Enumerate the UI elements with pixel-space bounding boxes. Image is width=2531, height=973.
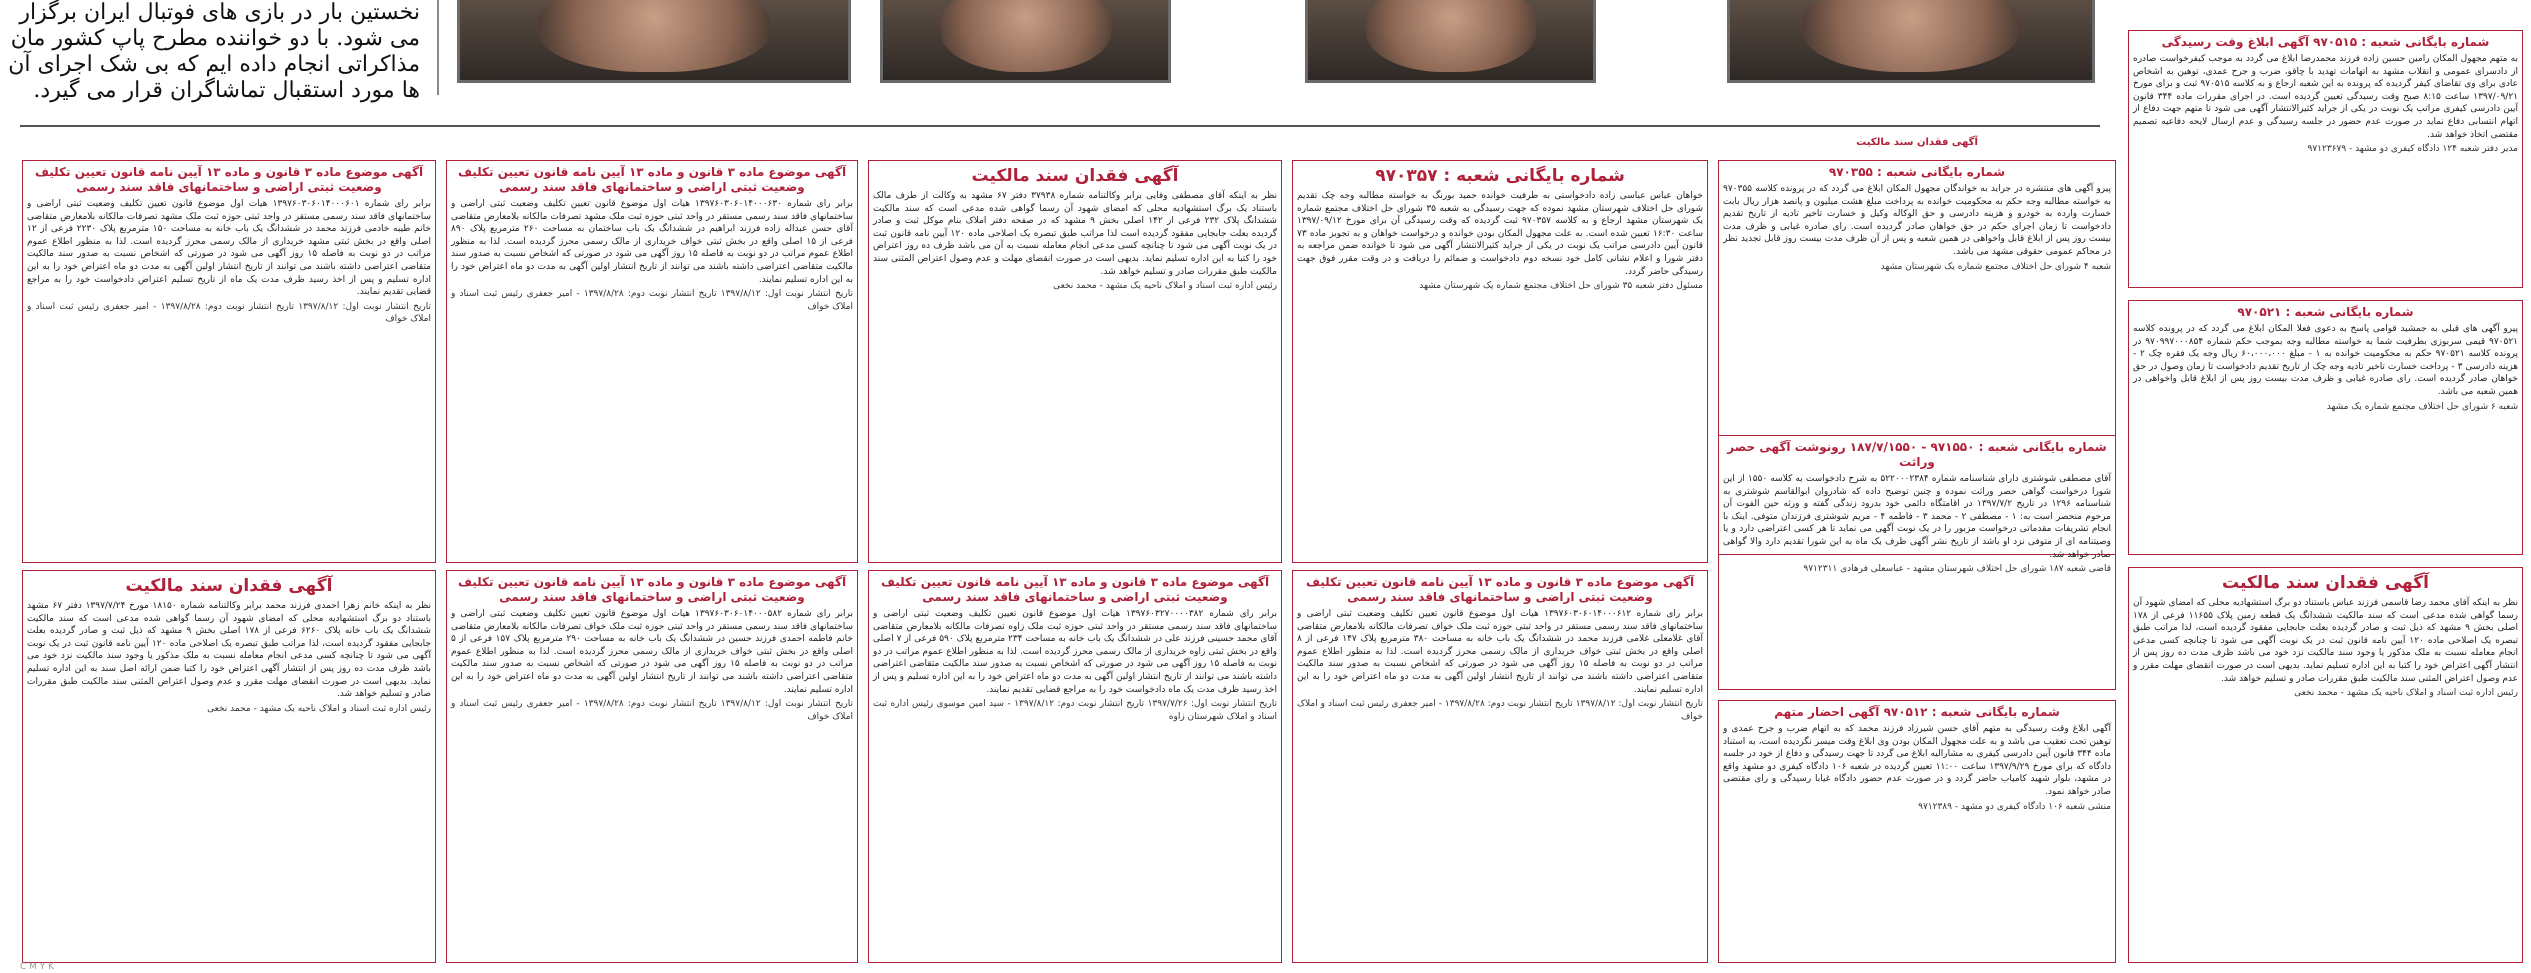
ad-body: نظر به اینکه آقای مصطفی وفایی برابر وکالتنامه شماره ۳۷۹۳۸ دفتر ۶۷ مشهد به وکالت از طرف مالک باستناد یک برگ استشهادیه محلی که امضای شهود آن رسما گواهی شده مدعی است که سند مالکیت ششدانگ پلاک ۲۳۲ فرعی از ۱۴۲ اصلی بخش ۹ مشهد که در صفحه دفتر املاک بنام موکل ثبت و صادر گردیده بعلت جابجایی مفقود گردیده است لذا مراتب طبق تبصره یک اصلاحی ماده ۱۲۰ آیین نامه قانون ثبت در یک نوبت آگهی می شود تا چنانچه کسی مدعی انجام معامله نسبت به آن می باشد ظرف ده روز اعتراض خود را کتبا به این اداره تسلیم نماید. بدیهی است در صورت انقضای مهلت و عدم وصول اعتراض المثنی سند مالکیت طبق مقررات صادر و تسلیم خواهد شد.: [873, 191, 1278, 277]
ad-signature: تاریخ انتشار نوبت اول: ۱۳۹۷/۸/۱۲ تاریخ انتشار نوبت دوم: ۱۳۹۷/۸/۲۸ - امیر جعفری رئیس ثبت اسناد و املاک خواف: [451, 699, 853, 722]
ad-signature: تاریخ انتشار نوبت اول: ۱۳۹۷/۷/۲۶ تاریخ انتشار نوبت دوم: ۱۳۹۷/۸/۱۲ - سید امین موسوی رئیس اداره ثبت اسناد و املاک شهرستان زاوه: [873, 699, 1277, 722]
portrait-image: [1802, 0, 2019, 72]
ad-body: برابر رای شماره ۱۳۹۷۶۰۳۰۶۰۱۴۰۰۰۶۱۲ هیات اول موضوع قانون تعیین تکلیف وضعیت ثبتی اراضی و ساختمانهای فاقد سند رسمی مستقر در واحد ثبتی حوزه ثبت ملک خواف تصرفات مالکانه بلامعارض متقاضی آقای غلامعلی غلامی فرزند محمد در ششدانگ یک باب خانه به مساحت ۳۸۰ مترمربع پلاک ۱۴۷ فرعی از ۸ اصلی واقع در بخش ثبتی خواف خریداری از مالک رسمی محرز گردیده است. لذا به منظور اطلاع عموم مراتب در دو نوبت به فاصله ۱۵ روز آگهی می شود در صورتی که اشخاص نسبت به صدور سند مالکیت متقاضی اعتراضی داشته باشند می توانند از تاریخ انتشار اولین آگهی به مدت دو ماه اعتراض خود را به این اداره تسلیم نمایند.: [1297, 609, 1704, 695]
ad-signature: قاضی شعبه ۱۸۷ شورای حل اختلاف شهرستان مشهد - عباسعلی فرهادی ۹۷۱۲۳۱۱: [1803, 564, 2111, 575]
ad-signature: منشی شعبه ۱۰۶ دادگاه کیفری دو مشهد - ۹۷۱۲۳۸۹: [1918, 801, 2111, 812]
section-rule: [20, 125, 2100, 127]
ad-body: پیرو آگهی های قبلی به جمشید قوامی پاسخ به دعوی فعلا المکان ابلاغ می گردد که در پرونده کلاسه ۹۷۰۵۲۱ قیمی سربوزی بطرفیت شما به خواسته مطالبه وجه بموجب حکم شماره ۹۷۰۹۹۷۰۰۰۸۵۴ در پرونده کلاسه ۹۷۰۵۲۱ حکم به محکومیت خوانده به ۱ - مبلغ ۶۰،۰۰۰،۰۰۰ ریال وجه یک فقره چک ۲ - هزینه دادرسی ۳ - پرداخت خسارت تاخیر تادیه وجه چک از تاریخ تقدیم دادخواست تا زمان وصول در حق خواهان صادر گردیده است. رای صادره غیابی و ظرف مدت بیست روز پس از ابلاغ قابل واخواهی در همین شعبه می باشد.: [2133, 324, 2519, 397]
ad-title: آگهی موضوع ماده ۳ قانون و ماده ۱۳ آیین نامه قانون تعیین تکلیف وضعیت ثبتی اراضی و ساختمانهای فاقد سند رسمی: [457, 165, 847, 194]
ad-body: پیرو آگهی های منتشره در جراید به خواندگان مجهول المکان ابلاغ می گردد که در پرونده کلاسه ۹۷۰۳۵۵ به خواسته مطالبه وجه حکم به محکومیت خوانده به پرداخت مبلغ هشت میلیون و پانصد هزار ریال بابت خسارت وارده به خودرو و هزینه دادرسی و حق الوکاله وکیل و خسارت تاخیر تادیه از تاریخ تقدیم دادخواست تا زمان اجرای حکم در حق خواهان صادر گردیده است. رای صادره غیابی و ظرف مدت بیست روز پس از ابلاغ قابل واخواهی در همین شعبه و پس از آن ظرف مدت بیست روز قابل تجدید نظر در محاکم عمومی حقوقی مشهد می باشد.: [1723, 184, 2111, 257]
portrait-image: [940, 0, 1111, 72]
ad-header-strip: [1718, 135, 2116, 157]
ad-body: به متهم مجهول المکان رامین حسین زاده فرزند محمدرضا ابلاغ می گردد به موجب کیفرخواست صادره از دادسرای عمومی و انقلاب مشهد به اتهامات تهدید با چاقو، ضرب و جرح عمدی، توهین به اشخاص عادی برای وی تقاضای کیفر گردیده که پرونده به این شعبه ارجاع و به کلاسه ۹۷۰۵۱۵ ثبت و برای مورخ ۱۳۹۷/۰۹/۲۱ ساعت ۸:۱۵ صبح وقت رسیدگی تعیین گردیده است. در اجرای مقررات ماده ۳۴۴ قانون آیین دادرسی کیفری مراتب یک نوبت در یکی از جراید کثیرالانتشار آگهی می شود تا متهم جهت دفاع از اتهام انتسابی دفاع نماید در صورت عدم حضور در جلسه رسیدگی و عدم ارسال لایحه دفاعیه تصمیم مقتضی اتخاذ خواهد شد.: [2133, 54, 2518, 140]
ad-body: برابر رای شماره ۱۳۹۷۶۰۳۰۶۰۱۴۰۰۰۶۳۰ هیات اول موضوع قانون تعیین تکلیف وضعیت ثبتی اراضی و ساختمانهای فاقد سند رسمی مستقر در واحد ثبتی حوزه ثبت ملک مشهد تصرفات مالکانه بلامعارض متقاضی آقای حسن عبداله زاده فرزند ابراهیم در ششدانگ یک باب ساختمان به مساحت ۲۶۰ مترمربع پلاک ۸۹۰ فرعی از ۱۵ اصلی واقع در بخش ثبتی خواف خریداری از مالک رسمی محرز گردیده است. لذا به منظور اطلاع عموم مراتب در دو نوبت به فاصله ۱۵ روز آگهی می شود در صورتی که اشخاص نسبت به صدور سند مالکیت متقاضی اعتراضی داشته باشند می توانند از تاریخ انتشار اولین آگهی به مدت دو ماه اعتراض خود را به این اداره تسلیم نمایند.: [451, 199, 854, 285]
ad-title: شماره بایگانی شعبه : ۹۷۰۵۱۵ آگهی ابلاغ وقت رسیدگی: [2161, 35, 2490, 49]
ad-notice: [446, 570, 858, 963]
photo-2: [880, 0, 1171, 83]
ad-notice: [22, 570, 436, 963]
ad-signature: مدیر دفتر شعبه ۱۲۴ دادگاه کیفری دو مشهد - ۹۷۱۲۳۶۷۹: [2307, 144, 2518, 155]
ad-notice: [22, 160, 436, 563]
ad-title: شماره بایگانی شعبه : ۹۷۰۵۲۱: [2237, 305, 2414, 319]
ad-notice: [1292, 570, 1708, 963]
ad-signature: تاریخ انتشار نوبت اول: ۱۳۹۷/۸/۱۲ تاریخ انتشار نوبت دوم: ۱۳۹۷/۸/۲۸ - امیر جعفری رئیس ثبت اسناد و املاک خواف: [451, 289, 853, 312]
portrait-image: [538, 0, 771, 72]
photo-3: [1305, 0, 1596, 83]
ad-signature: تاریخ انتشار نوبت اول: ۱۳۹۷/۸/۱۲ تاریخ انتشار نوبت دوم: ۱۳۹۷/۸/۲۸ - امیر جعفری رئیس ثبت اسناد و املاک خواف: [1297, 699, 1703, 722]
ad-notice: [1718, 700, 2116, 963]
photo-1: [457, 0, 851, 83]
ad-notice: [2128, 300, 2523, 555]
ad-title: آگهی موضوع ماده ۳ قانون و ماده ۱۳ آیین نامه قانون تعیین تکلیف وضعیت ثبتی اراضی و ساختمانهای فاقد سند رسمی: [1305, 575, 1695, 604]
ad-title: آگهی فقدان سند مالکیت: [2221, 573, 2429, 593]
ad-signature: شعبه ۶ شورای حل اختلاف مجتمع شماره یک مشهد: [2326, 401, 2518, 412]
print-registration-mark: C M Y K: [20, 962, 55, 972]
ad-title: آگهی فقدان سند مالکیت: [1856, 137, 1978, 148]
ad-title: شماره بایگانی شعبه : ۹۷۰۳۵۵: [1828, 165, 2006, 179]
photo-4: [1727, 0, 2095, 83]
ad-title: آگهی فقدان سند مالکیت: [971, 166, 1179, 186]
ad-body: برابر رای شماره ۱۳۹۷۶۰۳۰۶۰۱۴۰۰۰۵۸۲ هیات اول موضوع قانون تعیین تکلیف وضعیت ثبتی اراضی و ساختمانهای فاقد سند رسمی مستقر در واحد ثبتی حوزه ثبت ملک خواف تصرفات مالکانه بلامعارض متقاضی خانم فاطمه احمدی فرزند حسین در ششدانگ یک باب خانه به مساحت ۲۹۰ مترمربع پلاک ۱۵۷ فرعی از ۵ اصلی واقع در بخش ثبتی خواف خریداری از مالک رسمی محرز گردیده است. لذا به منظور اطلاع عموم مراتب در دو نوبت به فاصله ۱۵ روز آگهی می شود در صورتی که اشخاص نسبت به صدور سند مالکیت متقاضی اعتراضی داشته باشند می توانند از تاریخ انتشار اولین آگهی به مدت دو ماه اعتراض خود را به این اداره تسلیم نمایند.: [451, 609, 854, 695]
ad-notice: [868, 570, 1282, 963]
ad-signature: تاریخ انتشار نوبت اول: ۱۳۹۷/۸/۱۲ تاریخ انتشار نوبت دوم: ۱۳۹۷/۸/۲۸ - امیر جعفری رئیس ثبت اسناد و املاک خواف: [27, 301, 431, 325]
ad-notice: [2128, 567, 2523, 963]
portrait-image: [1365, 0, 1536, 72]
ad-notice: [2128, 30, 2523, 288]
ad-body: برابر رای شماره ۱۳۹۷۶۰۳۰۶۰۱۴۰۰۰۶۰۱ هیات اول موضوع قانون تعیین تکلیف وضعیت ثبتی اراضی و ساختمانهای فاقد سند رسمی مستقر در واحد ثبتی حوزه ثبت ملک مشهد تصرفات مالکانه بلامعارض متقاضی خانم طیبه خادمی فرزند محمد در ششدانگ یک باب خانه به مساحت ۱۵۰ مترمربع پلاک ۲۲۳۰ فرعی از ۱۲ اصلی واقع در بخش ثبتی مشهد خریداری از مالک رسمی محرز گردیده است. لذا به منظور اطلاع عموم مراتب در دو نوبت به فاصله ۱۵ روز آگهی می شود در صورتی که اشخاص نسبت به صدور سند مالکیت متقاضی اعتراضی داشته باشند می توانند از تاریخ انتشار اولین آگهی به مدت دو ماه اعتراض خود را به این اداره تسلیم و پس از اخذ رسید ظرف مدت یک ماه از تاریخ تسلیم اعتراض دادخواست خود را به مراجع قضایی تقدیم نمایند.: [27, 199, 431, 298]
column-divider: [437, 0, 439, 95]
ad-body: نظر به اینکه خانم زهرا احمدی فرزند محمد برابر وکالتنامه شماره ۱۸۱۵۰ مورخ ۱۳۹۷/۷/۲۴ دفتر ۶۷ مشهد باستناد دو برگ استشهادیه محلی که امضای شهود آن رسما گواهی شده مدعی است که سند مالکیت ششدانگ یک باب خانه پلاک ۶۲۶۰ فرعی از ۱۷۸ اصلی بخش ۹ مشهد که ذیل ثبت و صادر گردیده بعلت جابجایی مفقود گردیده است، لذا مراتب طبق تبصره یک اصلاحی ماده ۱۲۰ آیین نامه قانون ثبت در یک نوبت آگهی می شود تا چنانچه کسی مدعی انجام معامله نسبت به ملک مذکور یا وجود سند مالکیت نزد خود می باشد ظرف مدت ده روز پس از انتشار آگهی اعتراض خود را کتبا ضمن ارائه اصل سند به این اداره تسلیم نماید. بدیهی است در صورت انقضای مهلت مقرر و عدم وصول اعتراض المثنی سند مالکیت طبق مقررات صادر و تسلیم خواهد شد.: [27, 601, 432, 700]
ad-notice: [868, 160, 1282, 563]
ad-body: نظر به اینکه آقای محمد رضا قاسمی فرزند عباس باستناد دو برگ استشهادیه محلی که امضای شهود آن رسما گواهی شده مدعی است که سند مالکیت ششدانگ یک قطعه زمین پلاک ۱۱۶۵۵ فرعی از ۱۷۸ اصلی بخش ۹ مشهد که ذیل ثبت و صادر گردیده بعلت جابجایی مفقود گردیده است، لذا مراتب طبق تبصره یک اصلاحی ماده ۱۲۰ آیین نامه قانون ثبت در یک نوبت آگهی می شود تا چنانچه کسی مدعی انجام معامله نسبت به ملک مذکور یا وجود سند مالکیت نزد خود می باشد ظرف مدت ده روز پس از انتشار آگهی اعتراض خود را کتبا به این اداره تسلیم نماید. بدیهی است در صورت انقضای مهلت مقرر و عدم وصول اعتراض المثنی سند مالکیت طبق مقررات صادر و تسلیم خواهد شد.: [2133, 598, 2519, 684]
ad-title: آگهی فقدان سند مالکیت: [125, 576, 333, 596]
ad-body: برابر رای شماره ۱۳۹۷۶۰۳۲۷۰۰۰۰۳۸۲ هیات اول موضوع قانون تعیین تکلیف وضعیت ثبتی اراضی و ساختمانهای فاقد سند رسمی مستقر در واحد ثبتی حوزه ثبت ملک زاوه تصرفات مالکانه بلامعارض متقاضی آقای محمد حسینی فرزند علی در ششدانگ یک باب خانه به مساحت ۲۳۴ مترمربع پلاک ۵۹۰ فرعی از ۷ اصلی واقع در بخش ثبتی زاوه خریداری از مالک رسمی محرز گردیده است. لذا به منظور اطلاع عموم مراتب در دو نوبت به فاصله ۱۵ روز آگهی می شود در صورتی که اشخاص نسبت به صدور سند مالکیت متقاضی اعتراضی داشته باشند می توانند از تاریخ انتشار اولین آگهی به مدت دو ماه اعتراض خود را به این اداره تسلیم و پس از اخذ رسید ظرف مدت یک ماه دادخواست خود را به مراجع قضایی تقدیم نمایند.: [873, 609, 1277, 695]
ad-body: خواهان عباس عباسی زاده دادخواستی به طرفیت خوانده حمید بورنگ به خواسته مطالبه وجه چک تقدیم شورای حل اختلاف شهرستان مشهد نموده که جهت رسیدگی به شعبه ۳۵ شورای حل اختلاف مجتمع شماره یک شهرستان مشهد ارجاع و به کلاسه ۹۷۰۳۵۷ ثبت گردیده که وقت رسیدگی آن برای مورخ ۱۳۹۷/۰۹/۱۲ ساعت ۱۶:۳۰ تعیین شده است. به علت مجهول المکان بودن خوانده و درخواست خواهان و به تجویز ماده ۷۳ قانون آیین دادرسی مراتب یک نوبت در یکی از جراید کثیرالانتشار آگهی می شود تا خوانده ضمن مراجعه به دفتر شورا و اعلام نشانی کامل خود نسخه دوم دادخواست و ضمائم را دریافت و در وقت مقرر فوق جهت رسیدگی حاضر گردد.: [1297, 191, 1703, 277]
ad-title: آگهی موضوع ماده ۳ قانون و ماده ۱۳ آیین نامه قانون تعیین تکلیف وضعیت ثبتی اراضی و ساختمانهای فاقد سند رسمی: [880, 575, 1270, 604]
ad-notice: [1292, 160, 1708, 563]
ad-body: آقای مصطفی شوشتری دارای شناسنامه شماره ۵۲۲۰۰۰۲۳۸۴ به شرح دادخواست به کلاسه ۱۵۵۰ از این شورا درخواست گواهی حصر وراثت نموده و چنین توضیح داده که شادروان ابوالقاسم شوشتری به شناسنامه ۱۲۹۶ در تاریخ ۱۳۹۷/۷/۲ در اقامتگاه دائمی خود بدرود زندگی گفته و ورثه حین الفوت آن مرحوم منحصر است به: ۱ - مصطفی ۲ - محمد ۳ - فاطمه ۴ - مریم شوشتری فرزندان متوفی. اینک با انجام تشریفات مقدماتی درخواست مزبور را در یک نوبت آگهی می نماید تا هر کسی اعتراضی دارد و یا وصیتنامه ای از متوفی نزد او باشد از تاریخ نشر آگهی ظرف یک ماه به این شورا تقدیم دارد والا گواهی صادر خواهد شد.: [1723, 474, 2112, 560]
ad-signature: شعبه ۴ شورای حل اختلاف مجتمع شماره یک شهرستان مشهد: [1880, 261, 2111, 272]
ad-title: شماره بایگانی شعبه : ۹۷۰۵۱۲ آگهی احضار متهم: [1774, 705, 2060, 719]
ad-signature: رئیس اداره ثبت اسناد و املاک ناحیه یک مشهد - محمد نخعی: [1053, 281, 1277, 292]
ad-notice: [446, 160, 858, 563]
ad-title: آگهی موضوع ماده ۳ قانون و ماده ۱۳ آیین نامه قانون تعیین تکلیف وضعیت ثبتی اراضی و ساختمانهای فاقد سند رسمی: [457, 575, 847, 604]
ad-body: آگهی ابلاغ وقت رسیدگی به متهم آقای حسن شیرزاد فرزند محمد که به اتهام ضرب و جرح عمدی و توهین تحت تعقیب می باشد و به علت مجهول المکان بودن وی ابلاغ وقت میسر نگردیده است، به استناد ماده ۳۴۴ قانون آیین دادرسی کیفری به مشارالیه ابلاغ می گردد تا جهت رسیدگی و دفاع از خود در جلسه دادگاه که برای مورخ ۱۳۹۷/۹/۲۹ ساعت ۱۱:۰۰ تعیین گردیده در شعبه ۱۰۶ دادگاه کیفری دو مشهد واقع در مشهد، بلوار شهید کامیاب حاضر گردد و در صورت عدم حضور دادگاه غیابا رسیدگی و رای مقتضی صادر خواهد نمود.: [1723, 724, 2112, 797]
ad-notice: [1718, 435, 2116, 690]
ad-signature: رئیس اداره ثبت اسناد و املاک ناحیه یک مشهد - محمد نخعی: [2294, 688, 2518, 699]
ad-signature: رئیس اداره ثبت اسناد و املاک ناحیه یک مشهد - محمد نخعی: [207, 703, 431, 714]
lead-paragraph: نخستین بار در بازی های فوتبال ایران برگزار می شود. با دو خواننده مطرح پاپ کشور مان مذاکراتی انجام داده ایم که بی شک اجرای آن ها مورد استقبال تماشاگران قرار می گیرد.: [8, 0, 420, 103]
ad-title: آگهی موضوع ماده ۳ قانون و ماده ۱۳ آیین نامه قانون تعیین تکلیف وضعیت ثبتی اراضی و ساختمانهای فاقد سند رسمی: [34, 165, 424, 194]
ad-title: شماره بایگانی شعبه : ۹۷۱۵۵۰ - ۱۸۷/۷/۱۵۵۰ رونوشت آگهی حصر وراثت: [1727, 440, 2107, 469]
ad-signature: مسئول دفتر شعبه ۳۵ شورای حل اختلاف مجتمع شماره یک شهرستان مشهد: [1419, 281, 1703, 292]
ad-title: شماره بایگانی شعبه : ۹۷۰۳۵۷: [1375, 166, 1625, 186]
